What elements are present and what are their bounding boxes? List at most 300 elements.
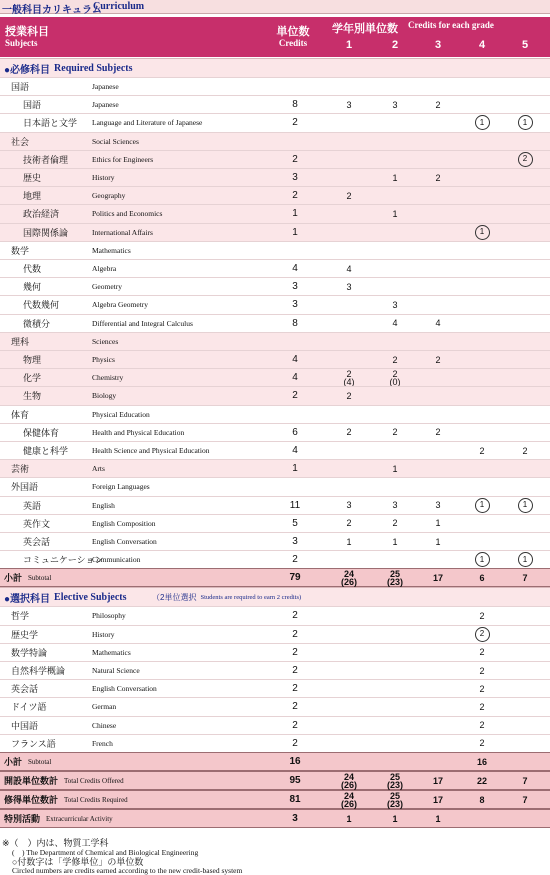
grade-4-cell (467, 551, 497, 568)
grade-2-cell: 3 (392, 99, 398, 110)
grade-1-cell: 3 (346, 281, 352, 292)
grade-3-cell (423, 607, 453, 624)
grade-2-cell (380, 791, 410, 808)
grade-1-cell (334, 224, 364, 241)
subject-name-en: Social Sciences (92, 136, 139, 146)
credit-value: 24 (343, 771, 354, 782)
grade-4-cell: 2 (479, 665, 485, 676)
grade-2-cell (380, 772, 410, 789)
credit-count: 2 (292, 719, 298, 731)
footnote-1: ※（ ）内は、物質工学科 (2, 838, 109, 848)
grade-3-cell (423, 187, 453, 204)
grade-4-cell (467, 387, 497, 404)
total-label-en: Total Credits Offered (64, 776, 124, 785)
subject-name-en: Algebra Geometry (92, 300, 149, 310)
subject-row (0, 150, 550, 168)
circled-credit: 1 (518, 552, 533, 567)
elective-note-en: Students are required to earn 2 credits) (200, 593, 302, 601)
circled-credit: 1 (475, 225, 490, 240)
total-label-en: Subtotal (28, 757, 52, 766)
subject-name-jp: 国際関係論 (23, 227, 69, 238)
grade-5-cell (510, 698, 540, 715)
credit-count: 2 (292, 117, 298, 129)
subject-row (0, 223, 550, 241)
subject-row (0, 186, 550, 204)
credit-count: 5 (292, 517, 298, 529)
footnote-3: ○付数字は「学修単位」の単位数 (12, 857, 144, 867)
subject-name-en: Natural Science (92, 666, 140, 676)
elective-row (0, 643, 550, 661)
header-subjects-en: Subjects (5, 38, 38, 48)
credit-count: 2 (292, 190, 298, 202)
grade-1-cell (334, 791, 364, 808)
subject-row (0, 350, 550, 368)
grade-1-cell: 3 (346, 99, 352, 110)
grade-4-cell: 2 (479, 720, 485, 731)
credit-count: 4 (292, 372, 298, 384)
grade-4-cell (467, 460, 497, 477)
grade-1-cell (334, 296, 364, 313)
grade-1-cell (334, 717, 364, 734)
grade-3-cell (423, 717, 453, 734)
credit-count: 4 (292, 445, 298, 457)
grade-4-cell (467, 810, 497, 827)
credit-value: 24 (343, 790, 354, 801)
grade-1-cell (334, 698, 364, 715)
grade-1-cell (334, 114, 364, 131)
grade-1-cell (334, 442, 364, 459)
grade-1-cell (334, 460, 364, 477)
grade-1-cell: 2 (346, 427, 352, 438)
header-grade-5: 5 (521, 39, 529, 51)
subject-name-en: Ethics for Engineers (92, 154, 154, 164)
grade-3-cell (423, 296, 453, 313)
credit-count: 2 (292, 628, 298, 640)
subject-row (0, 314, 550, 332)
circled-credit: 2 (475, 627, 490, 642)
subject-row (0, 295, 550, 313)
grade-2-cell (380, 260, 410, 277)
grade-3-cell (423, 205, 453, 222)
total-row-2 (0, 790, 550, 809)
total-label-en: Extracurricular Activity (46, 814, 113, 823)
grade-4-cell (467, 369, 497, 386)
subject-name-en: English Composition (92, 518, 156, 528)
grade-5-cell (510, 96, 540, 113)
table-header (0, 17, 550, 57)
grade-4-cell (467, 296, 497, 313)
credit-count: 8 (292, 99, 298, 111)
grade-1-cell (334, 662, 364, 679)
grade-5-cell: 7 (522, 794, 528, 805)
subject-name-jp: 歴史学 (11, 629, 39, 640)
subject-name-en: Geometry (92, 282, 122, 292)
grade-2-cell: 2 (392, 518, 398, 529)
credit-value: 2 (346, 368, 352, 379)
credit-count: 2 (292, 646, 298, 658)
subject-name-en: Biology (92, 391, 117, 401)
subject-name-en: Chinese (92, 720, 117, 730)
subject-row (0, 532, 550, 550)
required-subtotal (0, 568, 550, 587)
section-elective (0, 587, 550, 606)
total-label-jp: 開設単位数計 (4, 776, 59, 786)
subject-row (0, 168, 550, 186)
elective-row (0, 679, 550, 697)
grade-3-cell (423, 551, 453, 568)
credit-count: 2 (292, 153, 298, 165)
grade-2-cell (380, 369, 410, 386)
page-title-en: Curriculum (93, 1, 145, 12)
grade-2-cell (380, 735, 410, 752)
grade-3-cell: 2 (435, 99, 441, 110)
header-credits: 単位数 (276, 26, 310, 38)
grade-4-cell (467, 497, 497, 514)
grade-2-cell: 1 (392, 536, 398, 547)
subject-name-en: Differential and Integral Calculus (92, 318, 193, 328)
grade-3-cell (423, 644, 453, 661)
subject-name-en: Foreign Languages (92, 482, 150, 492)
page-title: 一般科目カリキュラム (2, 5, 102, 16)
grade-3-cell (423, 753, 453, 770)
grade-5-cell: 7 (522, 572, 528, 583)
grade-5-cell (510, 169, 540, 186)
subject-row (0, 113, 550, 131)
subject-name-jp: 歴史 (23, 173, 42, 184)
grade-1-cell (334, 626, 364, 643)
subject-row (0, 550, 550, 568)
section-required (0, 58, 550, 77)
grade-3-cell (423, 387, 453, 404)
subject-name-jp: ドイツ語 (11, 702, 47, 713)
grade-3-cell: 2 (435, 172, 441, 183)
grade-5-cell (510, 278, 540, 295)
subject-row (0, 514, 550, 532)
credit-count: 79 (289, 572, 301, 584)
credit-count: 2 (292, 665, 298, 677)
grade-2-cell (380, 114, 410, 131)
category-row (0, 132, 550, 150)
grade-3-cell (423, 260, 453, 277)
credit-count: 3 (292, 281, 298, 293)
total-label-en: Subtotal (28, 573, 52, 582)
grade-5-cell (510, 515, 540, 532)
grade-3-cell (423, 151, 453, 168)
credit-count: 3 (292, 299, 298, 311)
grade-1-cell (334, 735, 364, 752)
grade-1-cell: 1 (346, 813, 352, 824)
subject-name-en: Mathematics (92, 245, 131, 255)
grade-1-cell: 2 (346, 518, 352, 529)
credit-count: 2 (292, 683, 298, 695)
subject-row (0, 386, 550, 404)
grade-4-cell (467, 278, 497, 295)
grade-1-cell (334, 205, 364, 222)
subject-name-jp: 代数 (23, 264, 42, 275)
credit-value: 25 (389, 771, 400, 782)
grade-2-cell: 2 (392, 354, 398, 365)
grade-5-cell (510, 260, 540, 277)
header-credits-en: Credits (278, 38, 308, 48)
credit-value-alt: (26) (340, 576, 357, 587)
grade-4-cell (467, 533, 497, 550)
grade-3-cell (423, 698, 453, 715)
grade-2-cell: 3 (392, 500, 398, 511)
subject-name-jp: 哲学 (11, 611, 30, 622)
grade-4-cell: 2 (479, 683, 485, 694)
subject-name-en: Sciences (92, 336, 119, 346)
grade-3-cell (423, 460, 453, 477)
grade-4-cell: 6 (479, 572, 485, 583)
subject-row (0, 441, 550, 459)
grade-5-cell (510, 497, 540, 514)
grade-1-cell (334, 569, 364, 586)
grade-3-cell: 2 (435, 427, 441, 438)
circled-credit: 1 (518, 498, 533, 513)
grade-4-cell (467, 187, 497, 204)
elective-row (0, 697, 550, 715)
grade-5-cell (510, 315, 540, 332)
grade-4-cell (467, 114, 497, 131)
circled-credit: 1 (475, 498, 490, 513)
category-row (0, 77, 550, 95)
subject-name-jp: 英会話 (23, 537, 51, 548)
grade-2-cell (380, 442, 410, 459)
section-label-en: Required Subjects (54, 62, 133, 74)
grade-3-cell (423, 369, 453, 386)
subject-name-jp: 国語 (23, 100, 42, 111)
total-label-jp: 特別活動 (4, 814, 41, 824)
subject-name-jp: 政治経済 (23, 209, 60, 220)
grade-5-cell (510, 296, 540, 313)
credit-count: 1 (292, 208, 298, 220)
subject-name-en: Arts (92, 464, 105, 474)
subject-name-en: English Conversation (92, 684, 157, 694)
grade-2-cell (380, 753, 410, 770)
subject-name-jp: 英会話 (11, 684, 39, 695)
subject-name-en: Geography (92, 191, 126, 201)
subject-name-jp: 数学特論 (11, 647, 48, 658)
total-row-3-label (4, 810, 113, 827)
category-row (0, 477, 550, 495)
grade-1-cell (334, 753, 364, 770)
footnote-2: ( ) The Department of Chemical and Biological Engineering (12, 848, 199, 857)
grade-2-cell (380, 680, 410, 697)
grade-5-cell (510, 680, 540, 697)
grade-4-cell: 2 (479, 701, 485, 712)
elective-subtotal-label (4, 753, 51, 770)
credit-count: 4 (292, 354, 298, 366)
grade-4-cell (467, 205, 497, 222)
subject-name-jp: 幾何 (23, 282, 42, 293)
grade-2-cell (380, 607, 410, 624)
elective-row (0, 606, 550, 624)
credit-value-alt: (4) (343, 376, 355, 387)
credit-count: 1 (292, 463, 298, 475)
grade-4-cell (467, 351, 497, 368)
elective-row (0, 661, 550, 679)
grade-5-cell (510, 187, 540, 204)
subject-name-en: Philosophy (92, 611, 126, 621)
credit-value-alt: (26) (340, 798, 357, 809)
subject-name-en: Communication (92, 555, 141, 565)
grade-1-cell (334, 607, 364, 624)
grade-3-cell (423, 735, 453, 752)
subject-row (0, 95, 550, 113)
total-label-en: Total Credits Required (64, 795, 128, 804)
grade-5-cell (510, 533, 540, 550)
subject-row (0, 204, 550, 222)
grade-2-cell (380, 717, 410, 734)
subject-row (0, 259, 550, 277)
elective-row (0, 625, 550, 643)
grade-5-cell (510, 424, 540, 441)
credit-value: 24 (343, 568, 354, 579)
subject-name-en: English Conversation (92, 537, 157, 547)
elective-note (152, 588, 301, 606)
total-row-2-label (4, 791, 128, 808)
grade-2-cell (380, 151, 410, 168)
grade-4-cell: 22 (476, 775, 487, 786)
section-label-jp: ●選択科目 (4, 593, 51, 605)
subject-name-en: Japanese (92, 82, 119, 92)
subject-name-jp: 物理 (23, 355, 42, 366)
subject-name-jp: 数学 (11, 245, 30, 256)
credit-count: 3 (292, 536, 298, 548)
subject-name-jp: 生物 (23, 391, 42, 402)
grade-4-cell: 2 (479, 445, 485, 456)
subject-name-en: Chemistry (92, 373, 124, 383)
subject-name-jp: 化学 (23, 373, 42, 384)
grade-5-cell (510, 644, 540, 661)
credit-count: 11 (289, 499, 301, 511)
grade-5-cell (510, 626, 540, 643)
grade-4-cell (467, 424, 497, 441)
subject-name-jp: フランス語 (11, 738, 56, 749)
grade-2-cell: 4 (392, 318, 398, 329)
total-row-3 (0, 809, 550, 828)
header-grade-4: 4 (478, 39, 486, 51)
header-grade: 学年別単位数 (332, 23, 398, 35)
grade-5-cell (510, 460, 540, 477)
grade-3-cell (423, 680, 453, 697)
grade-4-cell (467, 260, 497, 277)
credit-count: 8 (292, 317, 298, 329)
grade-3-cell: 2 (435, 354, 441, 365)
credit-count: 4 (292, 263, 298, 275)
section-label-en: Elective Subjects (54, 591, 127, 603)
circled-credit: 1 (475, 115, 490, 130)
grade-5-cell (510, 607, 540, 624)
grade-5-cell (510, 810, 540, 827)
header-grade-3: 3 (434, 39, 442, 51)
elective-row (0, 734, 550, 752)
credit-count: 16 (289, 756, 301, 767)
subject-name-jp: 英語 (23, 500, 42, 511)
subject-name-en: Japanese (92, 100, 119, 110)
grade-2-cell: 1 (392, 813, 398, 824)
grade-2-cell (380, 626, 410, 643)
grade-5-cell (510, 717, 540, 734)
grade-2-cell: 1 (392, 463, 398, 474)
grade-4-cell: 2 (479, 738, 485, 749)
grade-3-cell: 1 (435, 536, 441, 547)
grade-1-cell (334, 369, 364, 386)
grade-5-cell (510, 351, 540, 368)
elective-note-jp: （2単位選択 (152, 592, 197, 602)
grade-1-cell: 4 (346, 263, 352, 274)
header-grade-2: 2 (391, 39, 399, 51)
credit-count: 81 (289, 794, 301, 805)
grade-3-cell: 17 (432, 794, 443, 805)
credit-count: 2 (292, 610, 298, 622)
subject-name-jp: 微積分 (23, 318, 51, 329)
credit-count: 6 (292, 426, 298, 438)
circled-credit: 1 (475, 552, 490, 567)
subject-name-en: Health and Physical Education (92, 427, 185, 437)
subject-name-jp: 体育 (11, 409, 30, 420)
subject-row (0, 368, 550, 386)
category-row (0, 241, 550, 259)
credit-count: 2 (292, 554, 298, 566)
elective-row (0, 716, 550, 734)
credit-count: 3 (292, 813, 298, 824)
total-row-1 (0, 771, 550, 790)
subject-name-jp: 理科 (11, 336, 30, 347)
grade-2-cell (380, 569, 410, 586)
grade-3-cell: 1 (435, 813, 441, 824)
credit-value-alt: (26) (340, 779, 357, 790)
header-grade-en: Credits for each grade (408, 20, 494, 30)
grade-1-cell (334, 315, 364, 332)
circled-credit: 1 (518, 115, 533, 130)
grade-4-cell: 8 (479, 794, 485, 805)
subject-name-jp: 健康と科学 (23, 446, 69, 457)
grade-5-cell (510, 387, 540, 404)
grade-3-cell: 4 (435, 318, 441, 329)
subject-name-en: International Affairs (92, 227, 153, 237)
grade-1-cell (334, 644, 364, 661)
credit-count: 95 (289, 775, 301, 786)
grade-5-cell: 2 (522, 445, 528, 456)
credit-value: 25 (389, 790, 400, 801)
grade-4-cell: 2 (479, 610, 485, 621)
total-label-jp: 小計 (4, 757, 23, 767)
grade-4-cell (467, 169, 497, 186)
credit-count: 2 (292, 701, 298, 713)
grade-3-cell (423, 278, 453, 295)
grade-4-cell (467, 515, 497, 532)
grade-2-cell (380, 698, 410, 715)
subject-name-en: Physics (92, 355, 115, 365)
total-label-jp: 修得単位数計 (4, 795, 59, 805)
subject-name-jp: 芸術 (11, 464, 30, 475)
grade-1-cell (334, 680, 364, 697)
grade-3-cell: 3 (435, 500, 441, 511)
grade-3-cell (423, 662, 453, 679)
subject-name-jp: 社会 (11, 136, 30, 147)
grade-3-cell (423, 442, 453, 459)
grade-2-cell: 1 (392, 172, 398, 183)
subject-name-jp: 技術者倫理 (23, 154, 69, 165)
grade-4-cell (467, 224, 497, 241)
grade-2-cell: 2 (392, 427, 398, 438)
grade-2-cell (380, 387, 410, 404)
category-row (0, 332, 550, 350)
credit-count: 2 (292, 737, 298, 749)
grade-4-cell (467, 151, 497, 168)
subject-name-jp: 地理 (23, 191, 42, 202)
